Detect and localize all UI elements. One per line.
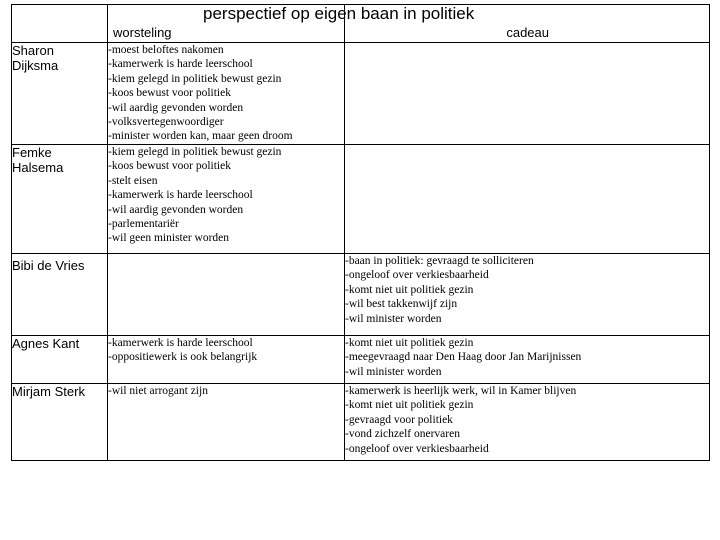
wrestling-cell [108,384,345,461]
header-gift: cadeau [506,25,549,40]
wrestling-cell [108,336,345,384]
gift-cell [345,43,710,145]
list-item: -stelt eisen [108,174,158,187]
list-item: -vond zichzelf onervaren [345,428,460,441]
header-empty-cell [12,5,108,43]
list-item: -oppositiewerk is ook belangrijk [108,351,258,364]
list-item: -kiem gelegd in politiek bewust gezin [108,72,282,85]
list-item: -wil best takkenwijf zijn [345,298,458,311]
list-item: -wil minister worden [345,365,442,378]
list-item: -kiem gelegd in politiek bewust gezin [108,146,282,158]
person-name: Sharon Dijksma [12,43,108,145]
list-item: -wil aardig gevonden worden [108,101,244,114]
table-row [12,145,710,254]
list-item: -wil niet arrogant zijn [108,385,208,397]
gift-cell [345,145,710,254]
list-item: -wil aardig gevonden worden [108,203,244,216]
list-item: -komt niet uit politiek gezin [345,399,474,412]
person-name: Bibi de Vries [12,254,108,336]
header-wrestling: worsteling [113,25,172,40]
table-row [12,336,710,384]
person-name: Agnes Kant [12,336,108,384]
slide-title: perspectief op eigen baan in politiek [203,4,475,23]
list-item: -gevraagd voor politiek [345,413,453,426]
list-item: -baan in politiek: gevraagd te solliciteren [345,255,534,267]
table-row [12,254,710,336]
gift-cell [345,254,710,336]
list-item: -kamerwerk is harde leerschool [108,337,253,349]
wrestling-cell [108,254,345,336]
list-item: -minister worden kan, maar geen droom [108,130,293,143]
wrestling-cell [108,43,345,145]
table-row [12,384,710,461]
person-name: Mirjam Sterk [12,384,108,461]
list-item: -parlementariër [108,218,179,231]
list-item: -koos bewust voor politiek [108,160,231,173]
list-item: -kamerwerk is heerlijk werk, wil in Kamer blijven [345,385,577,397]
comparison-table [11,4,710,461]
gift-cell [345,336,710,384]
list-item: -ongeloof over verkiesbaarheid [345,442,489,455]
list-item: -komt niet uit politiek gezin [345,337,474,349]
list-item: -volksvertegenwoordiger [108,116,224,129]
list-item: -komt niet uit politiek gezin [345,283,474,296]
wrestling-cell [108,145,345,254]
table-row [12,43,710,145]
list-item: -wil minister worden [345,312,442,325]
list-item: -moest beloftes nakomen [108,44,224,56]
list-item: -koos bewust voor politiek [108,87,231,100]
list-item: -wil geen minister worden [108,232,230,245]
gift-cell [345,384,710,461]
person-name: Femke Halsema [12,145,108,254]
list-item: -kamerwerk is harde leerschool [108,58,253,71]
list-item: -ongeloof over verkiesbaarheid [345,269,489,282]
list-item: -meegevraagd naar Den Haag door Jan Marijnissen [345,351,582,364]
list-item: -kamerwerk is harde leerschool [108,189,253,202]
